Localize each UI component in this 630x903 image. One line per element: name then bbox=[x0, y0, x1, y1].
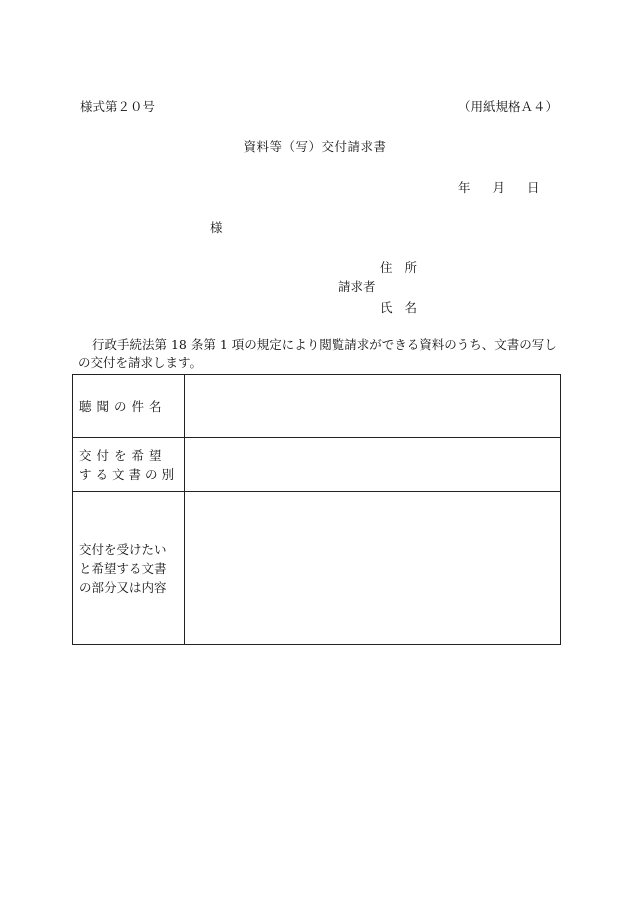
document-type-field[interactable] bbox=[185, 438, 561, 492]
form-number: 様式第２０号 bbox=[80, 99, 156, 114]
paper-size-note: （用紙規格Ａ４） bbox=[458, 99, 559, 114]
label-line: の部分又は内容 bbox=[79, 579, 167, 595]
date-line bbox=[458, 178, 540, 196]
label-line: 交付を希望 bbox=[79, 447, 167, 463]
date-month-label: 月 bbox=[492, 180, 506, 195]
row-label-document-type bbox=[73, 438, 185, 492]
statement-line-1: 行政手続法第 18 条第 1 項の規定により閲覧請求ができる資料のうち、文書の写し bbox=[92, 337, 557, 352]
row-label-hearing-subject bbox=[73, 375, 185, 438]
date-year-label: 年 bbox=[458, 180, 471, 195]
table-row-document-type bbox=[73, 438, 561, 492]
date-day-label: 日 bbox=[527, 180, 540, 195]
requested-content-field[interactable] bbox=[185, 492, 561, 645]
table-row-requested-content bbox=[73, 492, 561, 645]
document-title: 資料等（写）交付請求書 bbox=[243, 139, 387, 154]
table-row-hearing-subject bbox=[73, 375, 561, 438]
requester-label: 請求者 bbox=[338, 279, 376, 294]
request-table bbox=[72, 374, 561, 645]
hearing-subject-field[interactable] bbox=[185, 375, 561, 438]
addressee-suffix: 様 bbox=[210, 220, 223, 235]
label-line: 交付を受けたい bbox=[79, 541, 167, 557]
label-line: する文書の別 bbox=[79, 466, 179, 482]
label-line: と希望する文書 bbox=[79, 560, 167, 576]
address-label: 住所 bbox=[380, 260, 430, 275]
request-statement bbox=[80, 336, 580, 372]
statement-line-2: の交付を請求します。 bbox=[78, 355, 203, 370]
row-label-requested-content bbox=[73, 492, 185, 645]
name-label: 氏名 bbox=[380, 300, 430, 315]
label-line: 聴聞の件名 bbox=[79, 398, 167, 414]
